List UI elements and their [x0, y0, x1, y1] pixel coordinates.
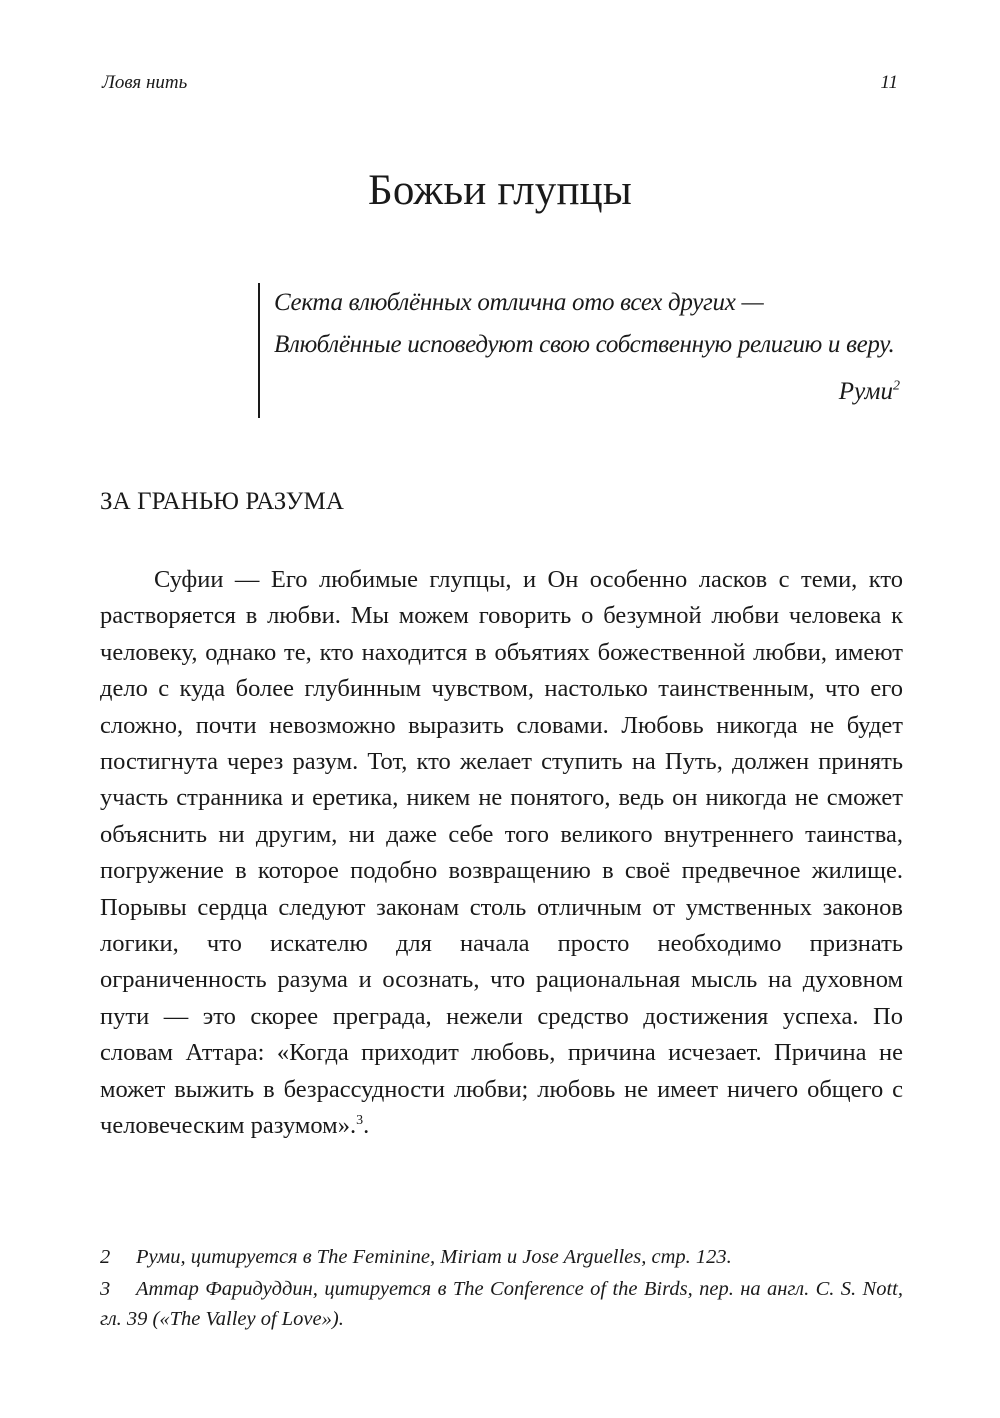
page-number: 11	[880, 72, 898, 93]
footnote-number: 3	[100, 1278, 111, 1300]
footnote-ref-2[interactable]: 2	[893, 378, 900, 394]
section-heading: ЗА ГРАНЬЮ РАЗУМА	[100, 488, 345, 515]
footnote-2	[100, 1242, 903, 1272]
epigraph-line-2: Влюблённые исповедуют свою собственную религию и веру.	[274, 331, 895, 358]
body-paragraph: Суфии — Его любимые глупцы, и Он особенно ласков с теми, кто растворяется в любви. Мы можем говорить о безумной любви человека к человеку, однако те, кто находится в объятиях божественной любви, имеют дело с куда более глубинным чувством, настолько таинственным, что его сложно, почти невозможно выразить словами. Любовь никогда не будет постигнута через разум. Тот, кто желает ступить на Путь, должен принять участь странника и еретика, никем не понятого, ведь он никогда не сможет объяснить ни другим, ни даже себе того великого внутреннего таинства, погружение в которое подобно возвращению в своё предвечное жилище. Порывы сердца следуют законам столь отличным от умственных законов логики, что искателю для начала просто необходимо признать ограниченность разума и осознать, что рациональная мысль на духовном пути — это скорее преграда, нежели средство достижения успеха. По словам Аттара: «Когда приходит любовь, причина исчезает. Причина не может выжить в безрассудности любви; любовь не имеет ничего общего с человеческим разумом».$^3$.	[100, 566, 903, 1140]
body-paragraph-text: Суфии — Его любимые глупцы, и Он особенно ласков с теми, кто растворяется в любви. Мы можем говорить о безумной любви человека к человеку, однако те, кто находится в объятиях божественной любви, имеют дело с куда более глубинным чувством, настолько таинственным, что его сложно, почти невозможно выразить словами. Любовь никогда не будет постигнута через разум. Тот, кто желает ступить на Путь, должен принять участь странника и еретика, никем не понятого, ведь он никогда не сможет объяснить ни другим, ни даже себе того великого внутреннего таинства, погружение в которое подобно возвращению в своё предвечное жилище. Порывы сердца следуют законам столь отличным от умственных законов логики, что искателю для начала просто необходимо признать ограниченность разума и осознать, что рациональная мысль на духовном пути — это скорее преграда, нежели средство достижения успеха. По словам Аттара: «Когда приходит любовь, причина исчезает. Причина не может выжить в безрассудности любви; любовь не имеет ничего общего с человеческим разумом».	[100, 566, 903, 1140]
running-title: Ловя нить	[102, 72, 188, 93]
running-header	[100, 72, 900, 102]
epigraph-line-1: Секта влюблённых отлична ото всех других —	[274, 289, 764, 316]
footnote-text: Руми, цитируется в The Feminine, Miriam и Jose Arguelles, стр. 123.	[136, 1246, 732, 1268]
footnote-number: 2	[100, 1246, 111, 1268]
footnote-divider	[100, 1230, 220, 1231]
epigraph	[258, 283, 900, 418]
footnote-3	[100, 1274, 903, 1334]
footnote-text: Аттар Фаридуддин, цитируется в The Conference of the Birds, пер. на англ. C. S. Nott, гл. 39 («The Valley of Love»).	[100, 1278, 903, 1330]
epigraph-author	[839, 378, 900, 406]
epigraph-author-name: Руми	[838, 378, 893, 405]
epigraph-rule	[258, 283, 260, 418]
chapter-title: Божьи глупцы	[368, 167, 632, 214]
footnote-ref-3[interactable]: 3	[356, 1112, 364, 1128]
footnotes	[100, 1242, 903, 1336]
